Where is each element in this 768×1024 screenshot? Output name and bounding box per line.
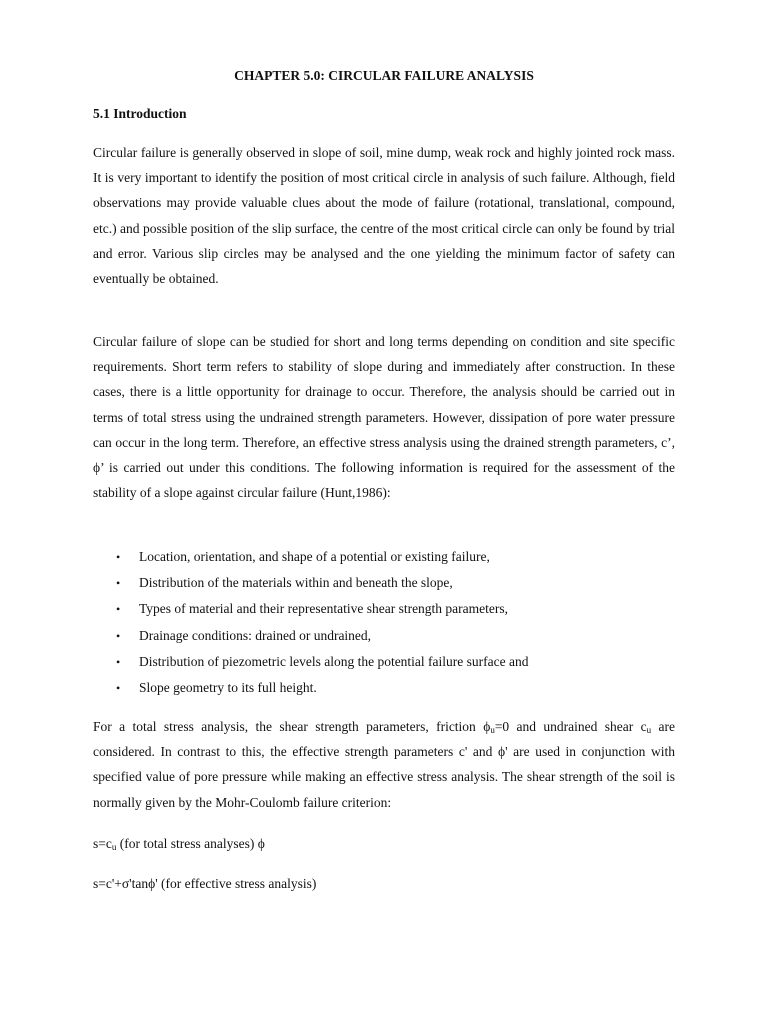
bullet-icon: • <box>116 576 121 591</box>
paragraph-text: =0 and undrained shear c <box>494 719 647 734</box>
paragraph-text: are considered. In contrast to this, the effective strength parameters c' and ϕ' are used in conjunction with specified value of pore pressure while making an effective stress analysis. The shear strength of the soil is normally given by the Mohr-Coulomb failure criterion: <box>93 719 675 810</box>
list-item-text: Distribution of the materials within and beneath the slope, <box>139 575 453 591</box>
list-item-text: Location, orientation, and shape of a potential or existing failure, <box>139 549 490 564</box>
paragraph-stress-analysis <box>93 714 675 815</box>
chapter-title: CHAPTER 5.0: CIRCULAR FAILURE ANALYSIS <box>234 68 534 83</box>
list-item-text: Drainage conditions: drained or undrained, <box>139 627 372 643</box>
formula-effective-stress: s=c'+σ'tanϕ' (for effective stress analysis) <box>93 876 317 891</box>
bullet-icon: • <box>116 602 121 617</box>
bullet-icon: • <box>116 550 121 564</box>
bullet-icon: • <box>116 654 121 669</box>
subscript: u <box>646 725 652 735</box>
bullet-icon: • <box>116 680 121 695</box>
subscript: u <box>490 725 495 735</box>
paragraph-short-long-term: Circular failure of slope can be studied for short and long terms depending on condition and site specific requirements. Short term refers to stability of slope during and immediately after construction. In these cases, there is a little opportunity for drainage to occur. Therefore, the analysis should be carried out in terms of total stress using the undrained strength parameters. However, dissipation of pore water pressure can occur in the long term. Therefore, an effective stress analysis using the drained strength parameters, c’, ϕ’ is carried out under this conditions. The following information is required for the assessment of the stability of a slope against circular failure (Hunt,1986): <box>93 334 675 501</box>
formula-text: (for total stress analyses) ϕ <box>116 836 265 851</box>
subscript: u <box>111 842 117 852</box>
bullet-icon: • <box>116 628 121 643</box>
list-item-text: Types of material and their representative shear strength parameters, <box>139 601 509 617</box>
formula-text: s=c <box>93 836 112 851</box>
formula-total-stress <box>93 835 265 853</box>
paragraph-intro: Circular failure is generally observed in slope of soil, mine dump, weak rock and highly jointed rock mass. It is very important to identify the position of most critical circle in analysis of such failure. Although, field observations may provide valuable clues about the mode of failure (rotational, translational, compound, etc.) and possible position of the slip surface, the centre of the most critical circle can only be found by trial and error. Various slip circles may be analysed and the one yielding the minimum factor of safety can eventually be obtained. <box>93 145 675 287</box>
paragraph-text: For a total stress analysis, the shear strength parameters, friction ϕ <box>93 719 491 734</box>
list-item-text: Slope geometry to its full height. <box>139 679 317 695</box>
list-item-text: Distribution of piezometric levels along the potential failure surface and <box>139 653 529 669</box>
section-heading: 5.1 Introduction <box>93 106 187 121</box>
